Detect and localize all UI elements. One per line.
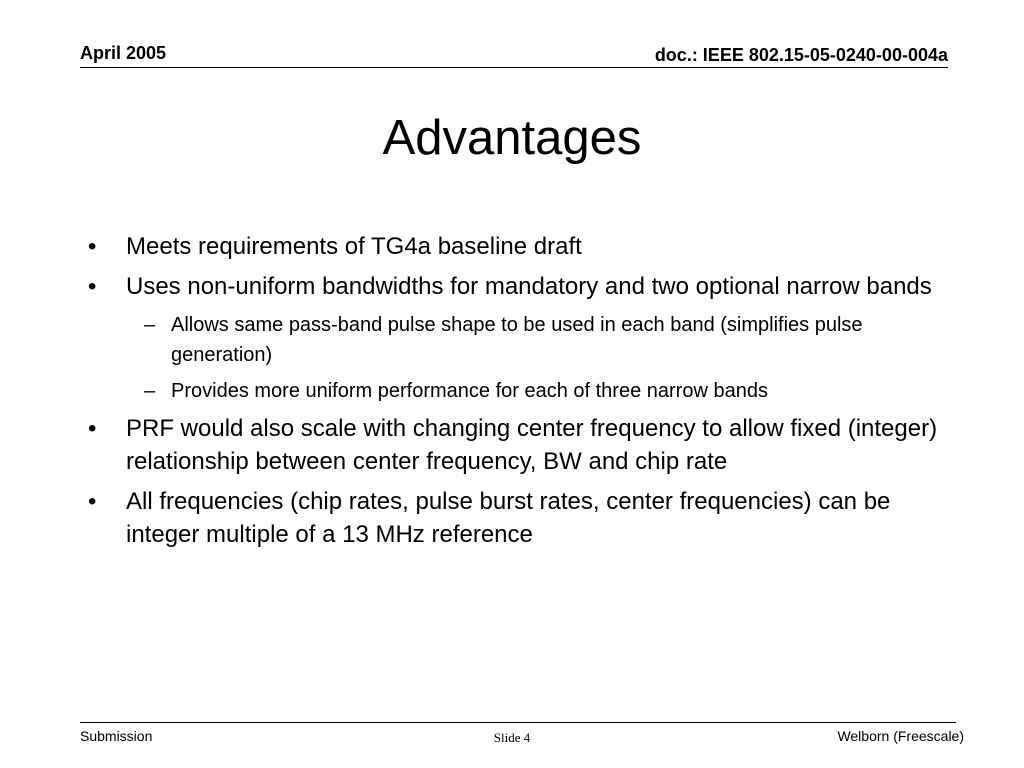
sub-bullet-text: Allows same pass-band pulse shape to be used in each band (simplifies pulse generation) [171,314,863,366]
bullet-text: Meets requirements of TG4a baseline draft [126,233,582,260]
sub-bullet-item [144,376,938,406]
bullet-text: All frequencies (chip rates, pulse burst rates, center frequencies) can be integer multiple of a 13 MHz reference [126,488,891,548]
bullet-marker: • [88,488,97,515]
sub-bullet-text: Provides more uniform performance for each of three narrow bands [171,380,768,402]
bullet-text: PRF would also scale with changing center frequency to allow fixed (integer) relationship between center frequency, BW and chip rate [126,415,938,475]
bullet-list [88,230,938,558]
sub-bullet-item [144,310,938,370]
footer-slide-number: Slide 4 [493,730,531,745]
sub-bullet-marker: – [144,314,156,336]
bullet-item [88,485,938,551]
bullet-marker: • [88,273,97,300]
footer-divider [80,722,956,723]
bullet-item [88,230,938,263]
sub-bullet-marker: – [144,380,156,402]
footer-author: Welborn (Freescale) [837,728,964,744]
header-date: April 2005 [80,43,167,63]
bullet-marker: • [88,233,97,260]
bullet-marker: • [88,415,97,442]
bullet-text: Uses non-uniform bandwidths for mandatory and two optional narrow bands [126,273,932,300]
slide-title: Advantages [382,111,642,165]
header-divider [80,67,948,68]
header-doc-id: doc.: IEEE 802.15-05-0240-00-004a [654,45,948,65]
bullet-item [88,270,938,303]
bullet-item [88,412,938,478]
footer-submission: Submission [80,728,153,744]
